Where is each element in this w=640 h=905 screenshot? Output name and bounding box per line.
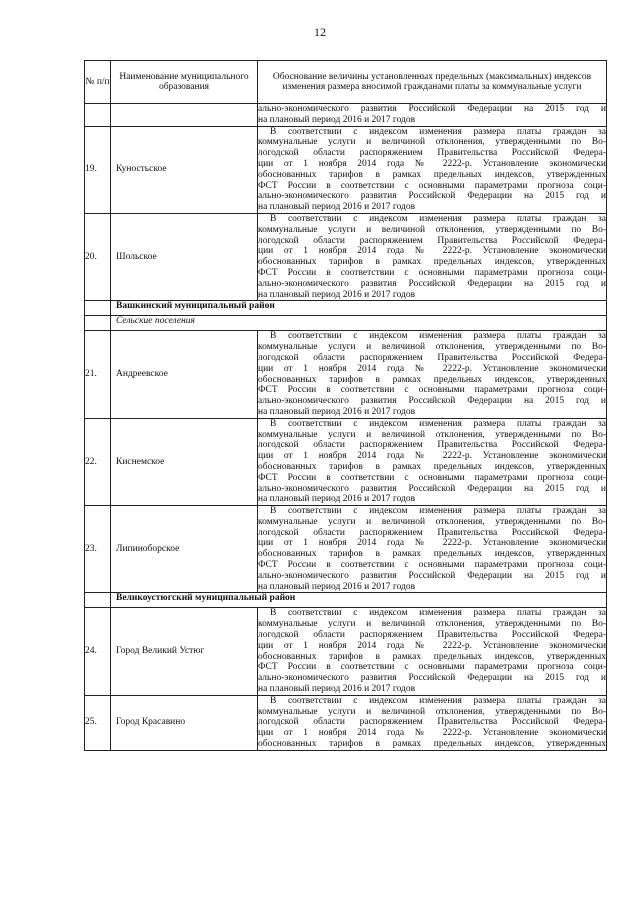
justification-line: обоснованных тарифов в рамках предельных индексов, утвержденных <box>258 461 606 472</box>
justification-line: обоснованных тарифов в рамках предельных индексов, утвержденных <box>258 257 606 268</box>
header-number: № п/п <box>85 61 111 104</box>
justification-line: обоснованных тарифов в рамках предельных индексов, утвержденных <box>258 549 606 560</box>
row-number: 19. <box>85 126 111 213</box>
empty-cell <box>85 593 111 608</box>
justification-line: ФСТ России в соответствии с основными параметрами прогноза соци- <box>258 267 606 278</box>
justification-line: ФСТ России в соответствии с основными параметрами прогноза соци- <box>258 180 606 191</box>
municipality-name: Андреевское <box>111 331 258 418</box>
justification-line: В соответствии с индексом изменения размера платы граждан за <box>270 331 606 342</box>
justification-line: логодской области распоряжением Правительства Российской Федера- <box>258 235 606 246</box>
empty-cell <box>85 316 111 331</box>
justification-line: логодской области распоряжением Правительства Российской Федера- <box>258 527 606 538</box>
justification-line: на плановый период 2016 и 2017 годов <box>258 581 416 592</box>
justification-line: логодской области распоряжением Правительства Российской Федера- <box>258 440 606 451</box>
municipality-name: Шольское <box>111 213 258 300</box>
justification-line: коммунальные услуги и величиной отклонения, утвержденными по Во- <box>258 516 606 527</box>
empty-cell <box>85 301 111 316</box>
justification-text <box>258 104 607 127</box>
justification-line: коммунальные услуги и величиной отклонения, утвержденными по Во- <box>258 619 606 630</box>
justification-line: ции от 1 ноября 2014 года № 2222-р. Установление экономически <box>258 538 606 549</box>
table-row <box>85 695 607 750</box>
page-number: 12 <box>314 25 326 39</box>
justification-line: коммунальные услуги и величиной отклонения, утвержденными по Во- <box>258 137 606 148</box>
justification-text <box>258 126 607 213</box>
justification-line: на плановый период 2016 и 2017 годов <box>258 202 416 213</box>
justification-line: на плановый период 2016 и 2017 годов <box>258 114 416 125</box>
municipality-name <box>111 104 258 127</box>
table-row <box>85 608 607 695</box>
justification-line: ально-экономического развития Российской Федерации на 2015 год и <box>258 483 606 494</box>
justification-text <box>258 331 607 418</box>
row-number: 25. <box>85 695 111 750</box>
header-municipality: Наименование муниципального образования <box>111 61 258 104</box>
table-row <box>85 506 607 593</box>
justification-line: обоснованных тарифов в рамках предельных индексов, утвержденных <box>258 651 606 662</box>
subsection-header-row <box>85 316 607 331</box>
justification-line: ально-экономического развития Российской Федерации на 2015 год и <box>258 278 606 289</box>
table-row <box>85 126 607 213</box>
justification-line: на плановый период 2016 и 2017 годов <box>258 406 416 417</box>
justification-line: обоснованных тарифов в рамках предельных индексов, утвержденных <box>258 739 606 750</box>
justification-line: логодской области распоряжением Правительства Российской Федера- <box>258 630 606 641</box>
justification-line: В соответствии с индексом изменения размера платы граждан за <box>270 695 606 706</box>
justification-line: логодской области распоряжением Правительства Российской Федера- <box>258 717 606 728</box>
justification-line: коммунальные услуги и величиной отклонения, утвержденными по Во- <box>258 429 606 440</box>
justification-line: В соответствии с индексом изменения размера платы граждан за <box>270 126 606 137</box>
subsection-title: Сельские поселения <box>111 316 607 331</box>
table-row <box>85 331 607 418</box>
justification-line: обоснованных тарифов в рамках предельных индексов, утвержденных <box>258 374 606 385</box>
justification-line: логодской области распоряжением Правительства Российской Федера- <box>258 148 606 159</box>
justification-line: логодской области распоряжением Правительства Российской Федера- <box>258 352 606 363</box>
justification-line: ФСТ России в соответствии с основными параметрами прогноза соци- <box>258 560 606 571</box>
municipality-name: Город Красавино <box>111 695 258 750</box>
row-number: 24. <box>85 608 111 695</box>
justification-line: В соответствии с индексом изменения размера платы граждан за <box>270 418 606 429</box>
justification-line: ФСТ России в соответствии с основными параметрами прогноза соци- <box>258 472 606 483</box>
municipality-name: Киснемское <box>111 418 258 505</box>
district-header-row <box>85 593 607 608</box>
justification-line: ции от 1 ноября 2014 года № 2222-р. Установление экономически <box>258 728 606 739</box>
table-row-continued <box>85 104 607 127</box>
district-header-row <box>85 301 607 316</box>
justification-line: коммунальные услуги и величиной отклонения, утвержденными по Во- <box>258 224 606 235</box>
justification-text <box>258 213 607 300</box>
justification-line: В соответствии с индексом изменения размера платы граждан за <box>270 506 606 517</box>
justification-line: ФСТ России в соответствии с основными параметрами прогноза соци- <box>258 385 606 396</box>
justification-text <box>258 418 607 505</box>
tariff-index-table <box>84 60 607 751</box>
district-title: Вашкинский муниципальный район <box>111 301 607 316</box>
municipality-name: Куностьское <box>111 126 258 213</box>
justification-text <box>258 608 607 695</box>
justification-line: ФСТ России в соответствии с основными параметрами прогноза соци- <box>258 662 606 673</box>
table-row <box>85 213 607 300</box>
justification-line: В соответствии с индексом изменения размера платы граждан за <box>270 213 606 224</box>
header-justification: Обоснование величины установленных предельных (максимальных) индексов изменения размера вносимой гражданами платы за коммунальные услуги <box>258 61 607 104</box>
justification-line: ции от 1 ноября 2014 года № 2222-р. Установление экономически <box>258 451 606 462</box>
justification-line: коммунальные услуги и величиной отклонения, утвержденными по Во- <box>258 706 606 717</box>
municipality-name: Город Великий Устюг <box>111 608 258 695</box>
district-title: Великоустюгский муниципальный район <box>111 593 607 608</box>
justification-line: на плановый период 2016 и 2017 годов <box>258 289 416 300</box>
justification-line: ции от 1 ноября 2014 года № 2222-р. Установление экономически <box>258 158 606 169</box>
justification-line: на плановый период 2016 и 2017 годов <box>258 494 416 505</box>
row-number: 20. <box>85 213 111 300</box>
row-number: 23. <box>85 506 111 593</box>
row-number: 22. <box>85 418 111 505</box>
justification-line: ально-экономического развития Российской Федерации на 2015 год и <box>258 673 606 684</box>
justification-line: ции от 1 ноября 2014 года № 2222-р. Установление экономически <box>258 246 606 257</box>
justification-line: коммунальные услуги и величиной отклонения, утвержденными по Во- <box>258 342 606 353</box>
justification-text <box>258 506 607 593</box>
justification-line: ально-экономического развития Российской Федерации на 2015 год и <box>258 396 606 407</box>
justification-line: ально-экономического развития Российской Федерации на 2015 год и <box>258 570 606 581</box>
justification-line: В соответствии с индексом изменения размера платы граждан за <box>270 608 606 619</box>
justification-line: обоснованных тарифов в рамках предельных индексов, утвержденных <box>258 169 606 180</box>
table-header-row <box>85 61 607 104</box>
table-row <box>85 418 607 505</box>
justification-line: ции от 1 ноября 2014 года № 2222-р. Установление экономически <box>258 640 606 651</box>
table-body <box>85 61 607 751</box>
justification-text <box>258 695 607 750</box>
row-number: 21. <box>85 331 111 418</box>
municipality-name: Липиноборское <box>111 506 258 593</box>
row-number <box>85 104 111 127</box>
justification-line: на плановый период 2016 и 2017 годов <box>258 684 416 695</box>
justification-line: ально-экономического развития Российской Федерации на 2015 год и <box>258 191 606 202</box>
justification-line: ально-экономического развития Российской Федерации на 2015 год и <box>258 104 606 114</box>
justification-line: ции от 1 ноября 2014 года № 2222-р. Установление экономически <box>258 363 606 374</box>
